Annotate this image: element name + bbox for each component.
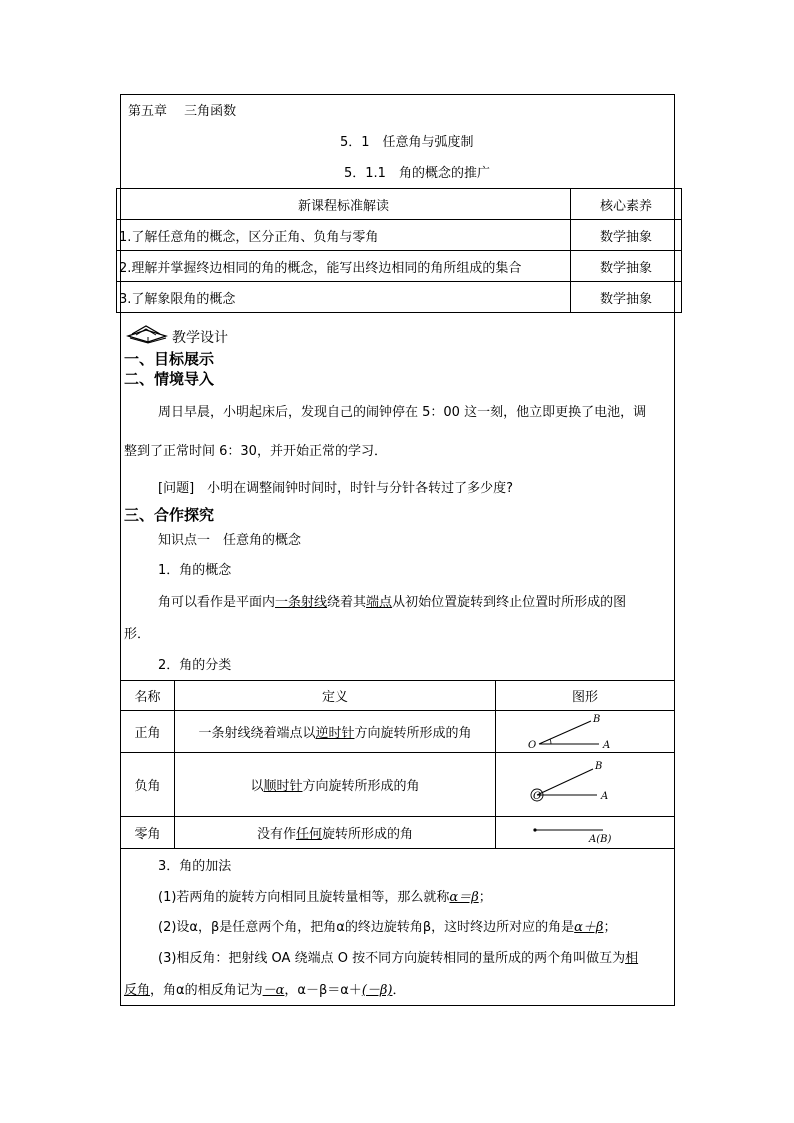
classification-table (120, 680, 675, 849)
label-a: A (603, 739, 611, 751)
subsection-title: 5．1.1 角的概念的推广 (344, 166, 490, 181)
rule-text: (3)相反角：把射线 OA 绕端点 O 按不同方向旋转相同的量所成的两个角叫做互为 (158, 951, 626, 966)
question-tag: [问题] (158, 481, 195, 496)
knowledge-point-1: 知识点一 任意角的概念 (158, 533, 302, 548)
angle-definition-line1 (158, 595, 626, 611)
section-title: 5．1 任意角与弧度制 (340, 135, 474, 150)
standards-table (116, 188, 682, 313)
def-text: 没有作 (256, 827, 296, 842)
table-header-row (121, 681, 675, 711)
def-text: 绕着其 (327, 595, 367, 610)
question (158, 481, 513, 497)
header-literacy: 核心素养 (571, 189, 682, 220)
literacy-cell: 数学抽象 (571, 251, 682, 282)
angle-definition (175, 817, 496, 849)
angle-name: 零角 (121, 817, 175, 849)
def-text: 角可以看作是平面内 (158, 595, 276, 610)
angle-definition-line2: 形． (124, 627, 151, 642)
table-row (121, 817, 675, 849)
def-blank: 任何 (295, 827, 322, 842)
item-angle-classification: 2．角的分类 (158, 658, 232, 673)
def-text: 一条射线绕着端点以 (198, 726, 316, 741)
positive-angle-figure (496, 711, 675, 753)
standard-text: 2.理解并掌握终边相同的角的概念，能写出终边相同的角所组成的集合 (117, 251, 571, 282)
table-row (117, 220, 682, 251)
rule-text: (2)设α，β是任意两个角，把角α的终边旋转角β，这时终边所对应的角是 (158, 920, 575, 935)
rule-text: ； (603, 920, 617, 935)
def-text: 方向旋转所形成的角 (354, 726, 472, 741)
table-row (121, 711, 675, 753)
table-header-row (117, 189, 682, 220)
heading-explore: 三、合作探究 (124, 506, 215, 524)
def-text: 方向旋转所形成的角 (302, 779, 420, 794)
def-blank: 逆时针 (315, 726, 355, 741)
rule-blank: －α (262, 983, 285, 998)
label-o: O (533, 790, 542, 802)
angle-definition (175, 753, 496, 817)
situation-para-line2: 整到了正常时间 6：30，并开始正常的学习． (124, 444, 387, 459)
label-ab: A(B) (589, 833, 612, 844)
standard-text: 1.了解任意角的概念，区分正角、负角与零角 (117, 220, 571, 251)
table-row (121, 753, 675, 817)
table-row (117, 251, 682, 282)
rule-text: (1)若两角的旋转方向相同且旋转量相等，那么就称 (158, 890, 450, 905)
def-text: 以 (250, 779, 264, 794)
label-b: B (593, 713, 601, 725)
def-blank-endpoint: 端点 (366, 595, 393, 610)
book-icon (126, 322, 168, 344)
label-a: A (601, 790, 609, 802)
def-blank: 顺时针 (263, 779, 303, 794)
def-text: 旋转所形成的角 (322, 827, 414, 842)
teaching-design-title: 教学设计 (172, 330, 228, 346)
header-standard: 新课程标准解读 (117, 189, 571, 220)
rule-blank: 相 (625, 951, 639, 966)
heading-situation: 二、情境导入 (124, 370, 215, 388)
addition-rule-3-line1 (158, 951, 638, 967)
header-figure: 图形 (496, 681, 675, 711)
item-angle-concept: 1．角的概念 (158, 563, 232, 578)
item-angle-addition: 3．角的加法 (158, 859, 232, 874)
def-text: 从初始位置旋转到终止位置时所形成的图 (392, 595, 627, 610)
rule-text: ，α－β＝α＋ (284, 983, 362, 998)
angle-definition (175, 711, 496, 753)
rule-text: ，角α的相反角记为 (150, 983, 263, 998)
rule-blank: α＋β (574, 920, 604, 935)
label-b: B (595, 760, 603, 772)
angle-name: 正角 (121, 711, 175, 753)
heading-goals: 一、目标展示 (124, 350, 215, 368)
addition-rule-1 (158, 890, 492, 906)
angle-name: 负角 (121, 753, 175, 817)
addition-rule-2 (158, 920, 616, 936)
situation-para-line1: 周日早晨，小明起床后，发现自己的闹钟停在 5：00 这一刻，他立即更换了电池，调 (158, 405, 647, 420)
def-blank-ray: 一条射线 (275, 595, 328, 610)
rule-blank: (－β) (361, 983, 393, 998)
question-text: 小明在调整闹钟时间时，时针与分针各转过了多少度? (207, 481, 514, 496)
negative-angle-figure (496, 753, 675, 817)
header-definition: 定义 (175, 681, 496, 711)
chapter-title: 第五章 三角函数 (128, 104, 237, 119)
literacy-cell: 数学抽象 (571, 282, 682, 313)
header-name: 名称 (121, 681, 175, 711)
standard-text: 3.了解象限角的概念 (117, 282, 571, 313)
addition-rule-3-line2 (124, 983, 406, 999)
literacy-cell: 数学抽象 (571, 220, 682, 251)
rule-text: ； (478, 890, 492, 905)
rule-blank: α＝β (449, 890, 479, 905)
table-row (117, 282, 682, 313)
label-o: O (528, 739, 537, 751)
rule-text: ． (392, 983, 406, 998)
rule-blank: 反角 (124, 983, 151, 998)
zero-angle-figure (496, 817, 675, 849)
